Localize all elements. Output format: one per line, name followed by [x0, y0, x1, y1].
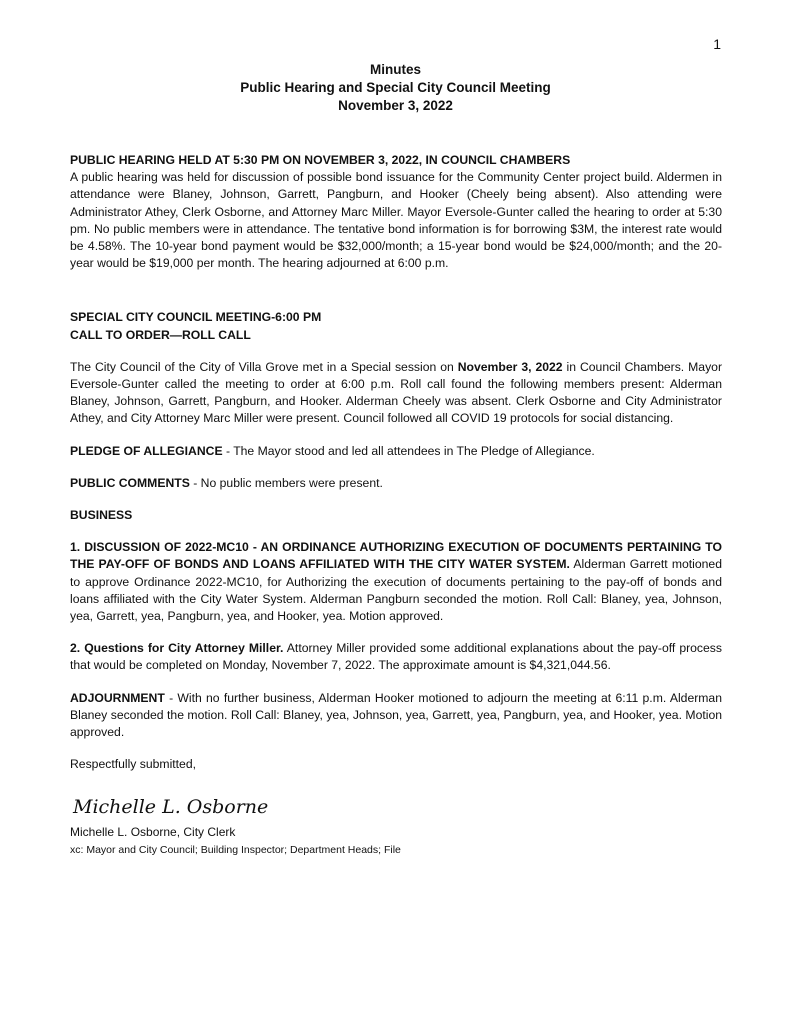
- business-item-2-title: 2. Questions for City Attorney Miller.: [70, 641, 284, 656]
- business-heading: BUSINESS: [70, 508, 133, 523]
- document-body: [70, 152, 722, 859]
- adjournment-paragraph: [70, 690, 722, 742]
- adjournment-text: - With no further business, Alderman Hooker motioned to adjourn the meeting at 6:11 p.m. Alderman Blaney seconded the motion. Roll Call: Blaney, yea, Johnson, yea, Garrett, yea, Pangburn, yea, and Hooker, yea. Motion approved.: [70, 690, 722, 740]
- public-hearing-paragraph: A public hearing was held for discussion of possible bond issuance for the Community Center project build. Aldermen in attendance were Blaney, Johnson, Garrett, Pangburn, and Hooker (Cheely being absent). Also attending were Administrator Athey, Clerk Osborne, and Attorney Marc Miller. Mayor Eversole-Gunter called the hearing to order at 5:30 pm. No public members were in attendance. The tentative bond information is for borrowing $3M, the interest rate would be 4.58%. The 10-year bond payment would be $32,000/month; a 15-year bond would be $24,000/month; and the 20-year would be $19,000 per month. The hearing adjourned at 6:00 p.m.: [70, 170, 722, 271]
- title-line-meeting: Public Hearing and Special City Council Meeting: [240, 80, 551, 95]
- business-item-1: [70, 539, 722, 625]
- public-comments-paragraph: [70, 475, 722, 492]
- signature-block: [70, 791, 722, 858]
- title-line-minutes: Minutes: [369, 62, 421, 77]
- call-to-order-text-b: in Council Chambers. Mayor Eversole-Gunter called the meeting to order at 6:00 p.m. Roll call found the following members present: Alderman Blaney, Johnson, Garrett, Pangburn, and Hooker. Alderman Cheely was absent. Clerk Osborne and City Administrator Athey, and City Attorney Marc Miller were present. Council followed all COVID 19 protocols for social distancing.: [70, 359, 723, 426]
- public-comments-label: PUBLIC COMMENTS: [70, 475, 190, 490]
- clerk-name: Michelle L. Osborne, City Clerk: [70, 825, 236, 840]
- call-to-order-paragraph: [70, 359, 722, 428]
- pledge-text: - The Mayor stood and led all attendees in The Pledge of Allegiance.: [222, 443, 595, 458]
- document-title: [0, 61, 791, 115]
- business-item-1-text: Alderman Garrett motioned to approve Ordinance 2022-MC10, for Authorizing the execution of documents pertaining to the pay-off of bonds and loans affiliated with the City Water System. Alderman Pangburn seconded the motion. Roll Call: Blaney, yea, Johnson, yea, Garrett, yea, Pangburn, yea, and Hooker, yea. Motion approved.: [70, 557, 722, 624]
- meeting-date: November 3, 2022: [457, 359, 563, 374]
- business-item-2-text: Attorney Miller provided some additional explanations about the pay-off process that would be completed on Monday, November 7, 2022. The approximate amount is $4,321,044.56.: [70, 641, 722, 673]
- call-to-order-text-a: The City Council of the City of Villa Grove met in a Special session on: [70, 359, 458, 374]
- page-number: 1: [713, 36, 721, 52]
- business-item-1-title: 1. DISCUSSION OF 2022-MC10 - AN ORDINANCE AUTHORIZING EXECUTION OF DOCUMENTS PERTAINING TO THE PAY-OFF OF BONDS AND LOANS AFFILIATED WITH THE CITY WATER SYSTEM.: [70, 540, 722, 572]
- handwritten-signature: Michelle L. Osborne: [73, 796, 269, 819]
- public-comments-text: - No public members were present.: [189, 475, 383, 490]
- public-hearing-heading: PUBLIC HEARING HELD AT 5:30 PM ON NOVEMBER 3, 2022, IN COUNCIL CHAMBERS: [70, 153, 571, 167]
- cc-line: xc: Mayor and City Council; Building Inspector; Department Heads; File: [70, 843, 401, 856]
- call-to-order-heading: CALL TO ORDER—ROLL CALL: [70, 327, 251, 342]
- respectfully-submitted: Respectfully submitted,: [70, 757, 196, 772]
- title-line-date: November 3, 2022: [338, 98, 453, 113]
- business-item-2: [70, 640, 722, 674]
- pledge-paragraph: [70, 443, 722, 460]
- adjournment-label: ADJOURNMENT: [70, 690, 165, 705]
- pledge-label: PLEDGE OF ALLEGIANCE: [70, 443, 223, 458]
- special-meeting-heading: SPECIAL CITY COUNCIL MEETING-6:00 PM: [70, 310, 322, 325]
